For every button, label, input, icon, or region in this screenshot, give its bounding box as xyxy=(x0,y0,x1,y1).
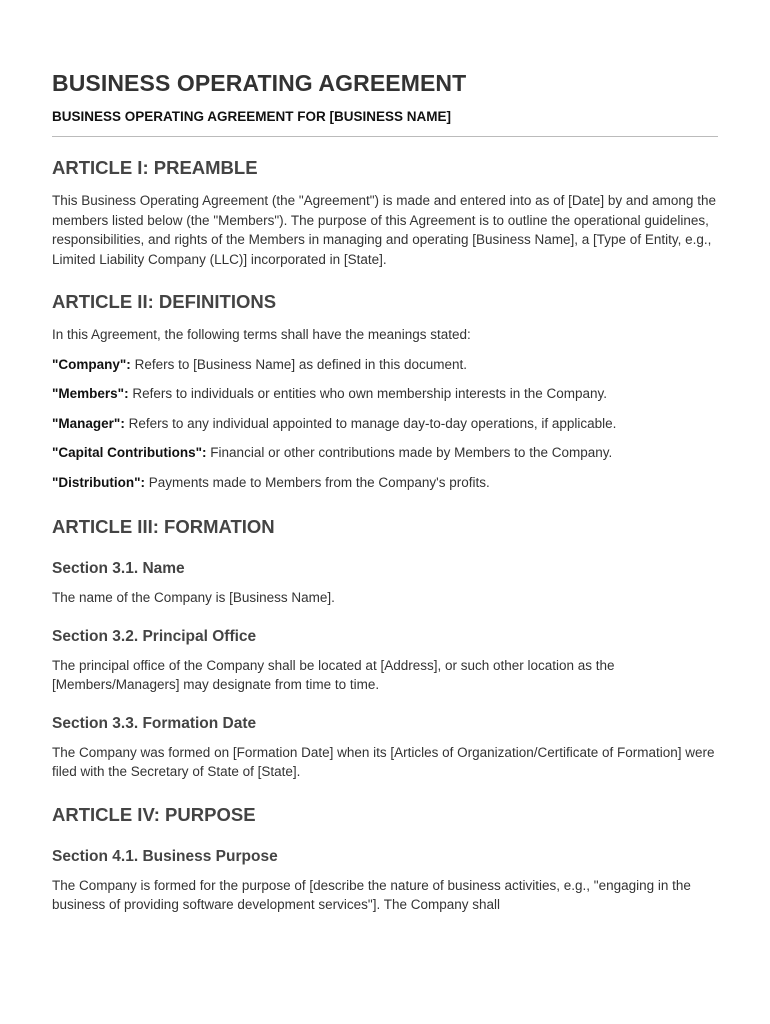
definition-term: "Company": xyxy=(52,356,131,372)
definition-term: "Members": xyxy=(52,386,129,401)
section-heading: Section 4.1. Business Purpose xyxy=(52,847,278,865)
article-heading: ARTICLE III: FORMATION xyxy=(52,516,275,537)
section-formation-date xyxy=(52,715,718,782)
definition-item xyxy=(52,473,718,493)
definition-item xyxy=(52,414,718,434)
section-text: The name of the Company is [Business Name]. xyxy=(52,590,335,605)
article-purpose xyxy=(52,804,718,915)
definition-term: "Capital Contributions": xyxy=(52,445,207,460)
definition-text: Financial or other contributions made by Members to the Company. xyxy=(206,445,613,460)
preamble-text: This Business Operating Agreement (the "Agreement") is made and entered into as of [Date] by and among the members listed below (the "Members"). The purpose of this Agreement is to outline the operational guidelines, responsibilities, and rights of the Members in managing and operating [Business Name], a [Type of Entity, e.g., Limited Liability Company (LLC)] incorporated in [State]. xyxy=(52,193,716,267)
title-divider xyxy=(52,136,718,137)
definition-term: "Distribution": xyxy=(52,474,146,490)
article-heading: ARTICLE IV: PURPOSE xyxy=(52,803,256,825)
section-business-purpose xyxy=(52,848,718,915)
definition-text: Refers to [Business Name] as defined in this document. xyxy=(130,356,467,372)
definition-text: Refers to any individual appointed to manage day-to-day operations, if applicable. xyxy=(124,415,617,431)
definition-term: "Manager": xyxy=(52,415,125,431)
section-heading: Section 3.1. Name xyxy=(52,560,185,577)
article-heading: ARTICLE I: PREAMBLE xyxy=(52,157,258,178)
article-definitions xyxy=(52,291,718,492)
definition-text: Refers to individuals or entities who own membership interests in the Company. xyxy=(128,386,608,401)
definition-item xyxy=(52,355,718,375)
section-text: The principal office of the Company shall be located at [Address], or such other location as the [Members/Managers] may designate from time to time. xyxy=(52,657,615,692)
article-heading: ARTICLE II: DEFINITIONS xyxy=(52,291,277,312)
document-subtitle: BUSINESS OPERATING AGREEMENT FOR [BUSINESS NAME] xyxy=(52,109,452,124)
section-text: The Company is formed for the purpose of [describe the nature of business activities, e.g., "engaging in the business of providing software development services"]. The Company shall xyxy=(52,877,691,912)
section-name xyxy=(52,560,718,608)
article-formation xyxy=(52,516,718,782)
section-heading: Section 3.3. Formation Date xyxy=(52,714,257,732)
definition-text: Payments made to Members from the Company's profits. xyxy=(145,474,490,490)
section-principal-office xyxy=(52,628,718,695)
definition-item xyxy=(52,443,718,463)
definitions-intro: In this Agreement, the following terms shall have the meanings stated: xyxy=(52,327,471,342)
document-title: BUSINESS OPERATING AGREEMENT xyxy=(52,70,467,96)
section-heading: Section 3.2. Principal Office xyxy=(52,627,257,645)
section-text: The Company was formed on [Formation Date] when its [Articles of Organization/Certificate of Formation] were filed with the Secretary of State of [State]. xyxy=(52,744,715,779)
definition-item xyxy=(52,384,718,404)
article-preamble xyxy=(52,157,718,269)
